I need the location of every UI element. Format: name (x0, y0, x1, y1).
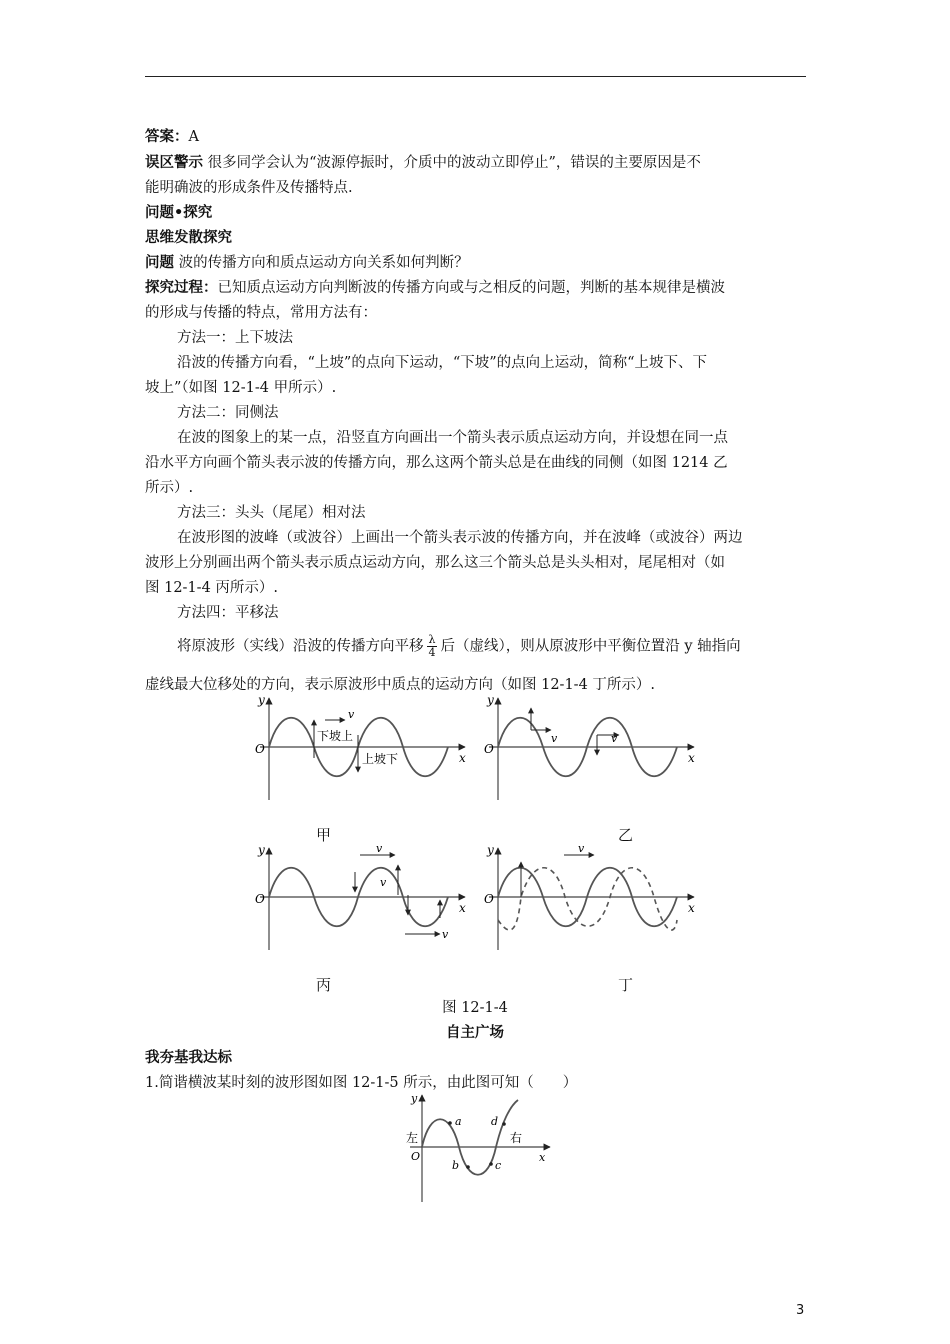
label-slope-down: 上坡下 (362, 752, 399, 766)
panel-ding (484, 842, 695, 950)
question-1: 1.简谐横波某时刻的波形图如图 12-1-5 所示，由此图可知（ ） (145, 1075, 578, 1091)
svg-text:v: v (442, 928, 449, 941)
practice-title: 我夯基我达标 (145, 1050, 232, 1066)
question-label: 问题 (145, 255, 174, 271)
svg-text:v: v (380, 876, 387, 889)
svg-text:v: v (376, 842, 383, 855)
method3-text-1: 在波形图的波峰（或波谷）上画出一个箭头表示波的传播方向，并在波峰（或波谷）两边 (177, 530, 743, 546)
process-line-1: 探究过程：已知质点运动方向判断波的传播方向或与之相反的问题，判断的基本规律是横波 (145, 280, 725, 296)
point-d: d (491, 1115, 499, 1128)
svg-text:v: v (578, 842, 585, 855)
method4-text-1: 将原波形（实线）沿波的传播方向平移 $\frac{\lambda}{4}$ 后（虚线），则从原波形中平衡位置沿 y 轴指向 (177, 633, 741, 659)
svg-text:y: y (411, 1092, 418, 1105)
method4-text-2: 虚线最大位移处的方向，表示原波形中质点的运动方向（如图 12-1-4 丁所示）. (145, 677, 656, 693)
label-bing: 丙 (316, 976, 332, 994)
svg-text:y: y (487, 843, 494, 857)
page-number: 3 (796, 1303, 805, 1318)
panel-bing (255, 842, 466, 950)
point-c: c (495, 1159, 502, 1172)
figure-12-1-4 (250, 690, 710, 955)
panel-yi (484, 693, 695, 800)
misconception-line-1: 误区警示 很多同学会认为“波源停振时，介质中的波动立即停止”，错误的主要原因是不 (145, 155, 701, 171)
method3-title: 方法三：头头（尾尾）相对法 (177, 505, 366, 521)
method2-text-3: 所示）. (145, 480, 194, 496)
misconception-line-2: 能明确波的形成条件及传播特点. (145, 180, 353, 196)
method3-text-2: 波形上分别画出两个箭头表示质点运动方向，那么这三个箭头总是头头相对，尾尾相对（如 (145, 555, 725, 571)
label-right: 右 (510, 1131, 523, 1145)
svg-text:x: x (688, 751, 695, 765)
svg-text:v: v (551, 732, 558, 745)
header-rule (145, 76, 806, 77)
svg-text:O: O (484, 892, 494, 906)
process-label: 探究过程： (145, 280, 218, 296)
lambda-over-4: $\frac{\lambda}{4}$ (428, 633, 436, 659)
question-line: 问题 波的传播方向和质点运动方向关系如何判断？ (145, 255, 469, 271)
method2-title: 方法二：同侧法 (177, 405, 279, 421)
jia-y-label: y (258, 693, 265, 707)
method1-text-2: 坡上”（如图 12-1-4 甲所示）. (145, 380, 337, 396)
jia-origin: O (255, 742, 265, 756)
square-title: 自主广场 (446, 1025, 504, 1041)
label-ding: 丁 (618, 976, 634, 994)
label-slope-up: 下坡上 (317, 729, 354, 743)
point-a: a (455, 1115, 462, 1128)
label-left: 左 (406, 1131, 419, 1145)
svg-text:O: O (411, 1150, 421, 1163)
svg-text:y: y (258, 843, 265, 857)
label-yi: 乙 (618, 826, 634, 844)
svg-text:O: O (484, 742, 494, 756)
section-title: 问题•探究 (145, 205, 213, 221)
svg-text:O: O (255, 892, 265, 906)
subsection-title: 思维发散探究 (145, 230, 232, 246)
svg-text:v: v (348, 708, 355, 721)
process-line-2: 的形成与传播的特点，常用方法有： (145, 305, 377, 321)
misconception-label: 误区警示 (145, 155, 203, 171)
method1-title: 方法一：上下坡法 (177, 330, 293, 346)
method2-text-2: 沿水平方向画个箭头表示波的传播方向，那么这两个箭头总是在曲线的同侧（如图 1214 乙 (145, 455, 728, 471)
svg-text:x: x (688, 901, 695, 915)
svg-text:v: v (611, 732, 618, 745)
point-b: b (452, 1159, 460, 1172)
answer-label: 答案： (145, 129, 189, 145)
figure-12-1-5 (400, 1092, 560, 1204)
method4-title: 方法四：平移法 (177, 605, 279, 621)
method1-text-1: 沿波的传播方向看，“上坡”的点向下运动，“下坡”的点向上运动，简称“上坡下、下 (177, 355, 708, 371)
method3-text-3: 图 12-1-4 丙所示）. (145, 580, 279, 596)
answer-value: A (188, 129, 199, 145)
method2-text-1: 在波的图象上的某一点，沿竖直方向画出一个箭头表示质点运动方向，并设想在同一点 (177, 430, 728, 446)
svg-text:x: x (459, 901, 466, 915)
answer-line (145, 127, 815, 147)
svg-text:x: x (539, 1151, 546, 1164)
figure-caption: 图 12-1-4 (442, 1000, 508, 1016)
svg-text:y: y (487, 693, 494, 707)
panel-jia (255, 693, 466, 800)
label-jia: 甲 (316, 826, 332, 844)
jia-x-label: x (459, 751, 466, 765)
